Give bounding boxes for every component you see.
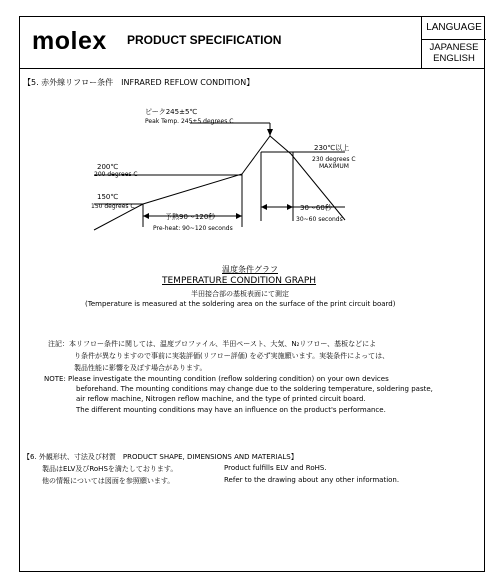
note-en-line1: NOTE: Please investigate the mounting condition (reflow soldering condition) on your own devices xyxy=(44,375,389,383)
graph-title-en: TEMPERATURE CONDITION GRAPH xyxy=(162,276,317,286)
note-jp-line3: 製品性能に影響を及ぼす場合があります。 xyxy=(74,364,207,372)
note-en-line3: air reflow machine, Nitrogen reflow machine, and the type of printed circuit board. xyxy=(76,395,366,403)
measurement-note-en: (Temperature is measured at the soldering area on the surface of the print circuit board) xyxy=(85,300,396,308)
note-en-line4: The different mounting conditions may have an influence on the product's performance. xyxy=(76,406,386,414)
arrowhead-icon xyxy=(261,204,267,210)
preheat-label-jp: 予熱90～120秒 xyxy=(165,213,216,221)
t230-label-en-1: 230 degrees C xyxy=(312,156,356,163)
section6-line1-en: Product fulfills ELV and RoHS. xyxy=(224,464,327,472)
language-japanese: JAPANESE xyxy=(429,42,479,53)
measurement-note-jp: 半田接合部の基板表面にて測定 xyxy=(191,290,289,298)
section6-line2-en: Refer to the drawing about any other information. xyxy=(224,476,400,484)
language-english: ENGLISH xyxy=(433,53,475,64)
peak-temp-label-en: Peak Temp. 245±5 degrees C xyxy=(145,118,234,125)
section5-heading: 【5. 赤外線リフロー条件 INFRARED REFLOW CONDITION】 xyxy=(23,78,255,87)
dwell-label-jp: 30～60秒 xyxy=(300,204,332,212)
note-en-line2: beforehand. The mounting conditions may change due to the soldering temperature, soldering paste, xyxy=(76,385,433,393)
arrowhead-icon xyxy=(236,213,242,219)
molex-logo: molex xyxy=(32,27,107,55)
t150-label-jp: 150℃ xyxy=(97,193,119,201)
language-label: LANGUAGE xyxy=(422,17,486,40)
graph-title-jp: 温度条件グラフ xyxy=(222,265,278,274)
section6-line1-jp: 製品はELV及びRoHSを満たしております。 xyxy=(42,465,178,473)
document-title: PRODUCT SPECIFICATION xyxy=(127,33,282,47)
note-jp-line1: 注記：本リフロー条件に関しては、温度プロファイル、半田ペースト、大気、N₂リフロー、基板などによ xyxy=(48,340,377,348)
dwell-label-en: 30~60 seconds xyxy=(296,216,343,223)
arrowhead-icon xyxy=(143,213,149,219)
peak-temp-label-jp: ピーク245±5℃ xyxy=(145,108,198,116)
arrowhead-icon xyxy=(267,129,273,136)
t230-label-jp: 230℃以上 xyxy=(314,144,350,152)
t200-label-en: 200 degrees C xyxy=(94,171,138,178)
preheat-label-en: Pre-heat: 90~120 seconds xyxy=(153,225,233,232)
arrowhead-icon xyxy=(287,204,293,210)
section6-line2-jp: 他の情報については図面を参照願います。 xyxy=(42,477,175,485)
section6-heading: 【6. 外観形状、寸法及び材質 PRODUCT SHAPE, DIMENSIONS AND MATERIALS】 xyxy=(23,453,298,461)
t200-label-jp: 200℃ xyxy=(97,163,119,171)
note-jp-line2: り条件が異なりますので事前に実装評価(リフロー評価) を必ず実施願います。実装条件によっては、 xyxy=(74,352,390,360)
t230-label-en-2: MAXIMUM xyxy=(319,163,349,170)
t150-label-en: 150 degrees C xyxy=(91,203,135,210)
